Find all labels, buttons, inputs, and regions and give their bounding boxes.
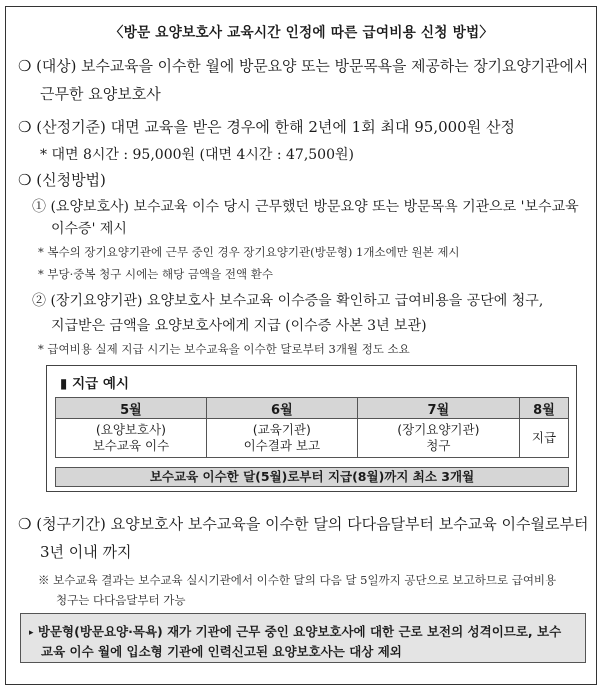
method-heading	[18, 169, 106, 190]
criteria-note: * 대면 8시간 : 95,000원 (대면 4시간 : 47,500원)	[40, 147, 354, 163]
cell-line: (요양보호사)	[95, 422, 167, 437]
claim-period-line-1	[18, 513, 588, 534]
table-cell	[206, 419, 357, 458]
criteria-line	[18, 116, 515, 137]
method-item-2-line-1	[32, 290, 543, 310]
item-number: ②	[32, 293, 46, 309]
claim-period-line-2: 3년 이내 까지	[40, 543, 132, 561]
method-item-1-text: (요양보호사) 보수교육 이수 당시 근무했던 방문요양 또는 방문목욕 기관으로 '보수교육	[50, 199, 579, 215]
target-line-1	[18, 55, 588, 76]
method-heading-text: (신청방법)	[36, 171, 106, 189]
table-header-cell: 8월	[519, 398, 568, 419]
payment-example-table	[55, 397, 569, 458]
method-item-2-text: (장기요양기관) 요양보호사 보수교육 이수증을 확인하고 급여비용을 공단에 청구,	[50, 293, 544, 309]
table-cell	[519, 419, 568, 458]
table-header-row	[56, 398, 569, 419]
table-header-cell: 5월	[56, 398, 207, 419]
claim-period-note-2: 청구는 다다음달부터 가능	[56, 593, 186, 607]
target-text-1: (대상) 보수교육을 이수한 월에 방문요양 또는 방문목욕을 제공하는 장기요양기관에서	[36, 57, 589, 75]
cell-line: (교육기관)	[252, 422, 311, 437]
table-cell	[56, 419, 207, 458]
table-header-cell: 7월	[357, 398, 519, 419]
cell-line: (장기요양기관)	[397, 422, 480, 437]
circle-bullet-icon: ❍	[18, 515, 32, 533]
payment-example-summary: 보수교육 이수한 달(5월)로부터 지급(8월)까지 최소 3개월	[55, 467, 569, 487]
exclusion-notice-box	[20, 613, 586, 663]
circle-bullet-icon: ❍	[18, 171, 32, 189]
notice-text-1: 방문형(방문요양·목욕) 재가 기관에 근무 중인 요양보호사에 대한 근로 보전의 성격이므로, 보수	[37, 624, 562, 639]
square-bullet-icon: ▮	[60, 376, 68, 392]
item-number: ①	[32, 199, 46, 215]
circle-bullet-icon: ❍	[18, 57, 32, 75]
cell-line: 이수결과 보고	[243, 438, 321, 453]
target-line-2: 근무한 요양보호사	[40, 85, 161, 103]
page-title: 〈방문 요양보호사 교육시간 인정에 따른 급여비용 신청 방법〉	[109, 25, 494, 41]
table-row	[56, 419, 569, 458]
table-header-cell: 6월	[206, 398, 357, 419]
payment-example-title-text: 지급 예시	[72, 376, 130, 392]
method-item-2-note: * 급여비용 실제 지급 시기는 보수교육을 이수한 달로부터 3개월 정도 소요	[38, 342, 410, 356]
cell-line: 보수교육 이수	[92, 438, 170, 453]
notice-line-1	[29, 622, 561, 640]
claim-period-text-1: (청구기간) 요양보호사 보수교육을 이수한 달의 다다음달부터 보수교육 이수월로부터	[36, 515, 589, 533]
method-item-1-line-2: 이수증' 제시	[51, 221, 127, 237]
method-item-1-note-1: * 복수의 장기요양기관에 근무 중인 경우 장기요양기관(방문형) 1개소에만 원본 제시	[38, 245, 460, 259]
cell-line: 청구	[426, 438, 451, 453]
payment-example-title	[60, 372, 129, 392]
notice-line-2: 교육 이수 월에 입소형 기관에 인력신고된 요양보호사는 대상 제외	[41, 644, 402, 659]
method-item-2-line-2: 지급받은 금액을 요양보호사에게 지급 (이수증 사본 3년 보관)	[51, 318, 427, 334]
circle-bullet-icon: ❍	[18, 118, 32, 136]
method-item-1-line-1	[32, 196, 579, 216]
method-item-1-note-2: * 부당·중복 청구 시에는 해당 금액을 전액 환수	[38, 267, 273, 281]
claim-period-note-1: ※ 보수교육 결과는 보수교육 실시기관에서 이수한 달의 다음 달 5일까지 공단으로 보고하므로 급여비용	[38, 573, 557, 587]
cell-line: 지급	[531, 430, 557, 445]
table-cell	[357, 419, 519, 458]
criteria-text: (산정기준) 대면 교육을 받은 경우에 한해 2년에 1회 최대 95,000원 산정	[36, 118, 515, 136]
triangle-bullet-icon: ▸	[29, 628, 34, 638]
